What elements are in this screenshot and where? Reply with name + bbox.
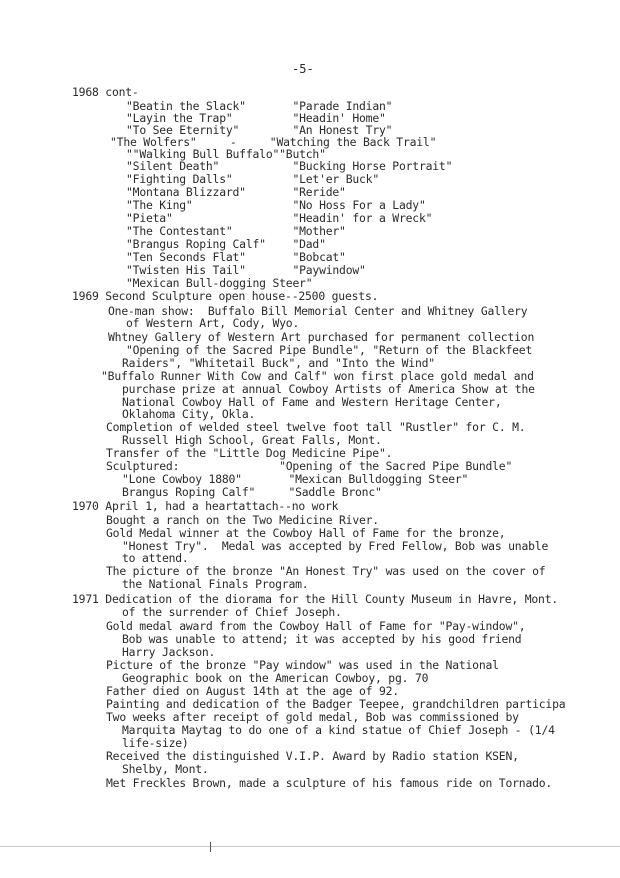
bottom-tick-mark xyxy=(210,842,211,852)
text-line: to attend. xyxy=(122,551,189,565)
text-line: "Buffalo Runner With Cow and Calf" won first place gold medal and xyxy=(101,369,534,383)
text-line: "The King" "No Hoss For a Lady" xyxy=(126,198,426,212)
text-line: "Silent Death" "Bucking Horse Portrait" xyxy=(126,159,453,173)
text-line: "Layin the Trap" "Headin' Home" xyxy=(126,111,386,125)
text-line: purchase prize at annual Cowboy Artists of America Show at the xyxy=(122,382,535,396)
text-line: "Honest Try". Medal was accepted by Fred Fellow, Bob was unable xyxy=(122,539,549,553)
text-line: "Lone Cowboy 1880" "Mexican Bulldogging Steer" xyxy=(122,472,469,486)
text-line: One-man show: Buffalo Bill Memorial Center and Whitney Gallery xyxy=(108,304,528,318)
text-line: Raiders", "Whitetail Buck", and "Into the Wind" xyxy=(122,356,435,370)
text-line: Whtney Gallery of Western Art purchased for permanent collection xyxy=(108,330,535,344)
bottom-rule xyxy=(0,846,620,847)
text-line: Received the distinguished V.I.P. Award by Radio station KSEN, xyxy=(106,749,519,763)
text-line: Gold Medal winner at the Cowboy Hall of Fame for the bronze, xyxy=(106,526,506,540)
text-line: 1969 Second Sculpture open house--2500 guests. xyxy=(72,289,379,303)
text-line: life-size) xyxy=(122,736,189,750)
text-line: Sculptured: "Opening of the Sacred Pipe Bundle" xyxy=(106,459,513,473)
text-line: Shelby, Mont. xyxy=(122,762,209,776)
text-line: "Pieta" "Headin' for a Wreck" xyxy=(126,211,433,225)
text-line: "Opening of the Sacred Pipe Bundle", "Return of the Blackfeet xyxy=(126,343,533,357)
text-line: "The Contestant" "Mother" xyxy=(126,224,346,238)
text-line: "Fighting Dalls" "Let'er Buck" xyxy=(126,172,379,186)
text-line: Completion of welded steel twelve foot tall "Rustler" for C. M. xyxy=(106,420,526,434)
text-line: Marquita Maytag to do one of a kind statue of Chief Joseph - (1/4 xyxy=(122,723,555,737)
text-line: The picture of the bronze "An Honest Try" was used on the cover of xyxy=(106,564,546,578)
text-line: "Mexican Bull-dogging Steer" xyxy=(126,276,313,290)
text-line: ""Walking Bull Buffalo""Butch" xyxy=(126,147,326,161)
text-line: Transfer of the "Little Dog Medicine Pipe". xyxy=(106,446,393,460)
text-line: "Montana Blizzard" "Reride" xyxy=(126,185,346,199)
text-line: Father died on August 14th at the age of 92. xyxy=(106,684,399,698)
text-line: Painting and dedication of the Badger Teepee, grandchildren participa xyxy=(106,697,566,711)
text-line: Picture of the bronze "Pay window" was used in the National xyxy=(106,658,499,672)
text-line: "To See Eternity" "An Honest Try" xyxy=(126,123,393,137)
text-line: 1970 April 1, had a heartattach--no work xyxy=(72,499,339,513)
text-line: "Ten Seconds Flat" "Bobcat" xyxy=(126,250,346,264)
text-line: "Beatin the Slack" "Parade Indian" xyxy=(126,99,393,113)
text-line: Russell High School, Great Falls, Mont. xyxy=(122,433,382,447)
text-line: Bought a ranch on the Two Medicine River. xyxy=(106,513,379,527)
text-line: Bob was unable to attend; it was accepted by his good friend xyxy=(122,632,522,646)
text-line: the National Finals Program. xyxy=(122,577,309,591)
text-line: Harry Jackson. xyxy=(122,645,216,659)
text-line: 1971 Dedication of the diorama for the Hill County Museum in Havre, Mont. xyxy=(72,592,559,606)
text-line: Gold medal award from the Cowboy Hall of Fame for "Pay-window", xyxy=(106,619,526,633)
text-line: Two weeks after receipt of gold medal, Bob was commissioned by xyxy=(106,710,519,724)
text-line: 1968 cont- xyxy=(72,85,139,99)
text-line: Geographic book on the American Cowboy, pg. 70 xyxy=(122,671,429,685)
page-number: -5- xyxy=(292,62,314,76)
text-line: "Twisten His Tail" "Paywindow" xyxy=(126,263,366,277)
text-line: Met Freckles Brown, made a sculpture of his famous ride on Tornado. xyxy=(106,776,553,790)
text-line: National Cowboy Hall of Fame and Western Heritage Center, xyxy=(122,395,502,409)
text-line: of the surrender of Chief Joseph. xyxy=(122,605,342,619)
text-line: "The Wolfers" - "Watching the Back Trail" xyxy=(110,135,437,149)
text-line: of Western Art, Cody, Wyo. xyxy=(126,316,300,330)
text-line: Brangus Roping Calf" "Saddle Bronc" xyxy=(122,485,382,499)
text-line: "Brangus Roping Calf" "Dad" xyxy=(126,237,326,251)
text-line: Oklahoma City, Okla. xyxy=(122,407,256,421)
